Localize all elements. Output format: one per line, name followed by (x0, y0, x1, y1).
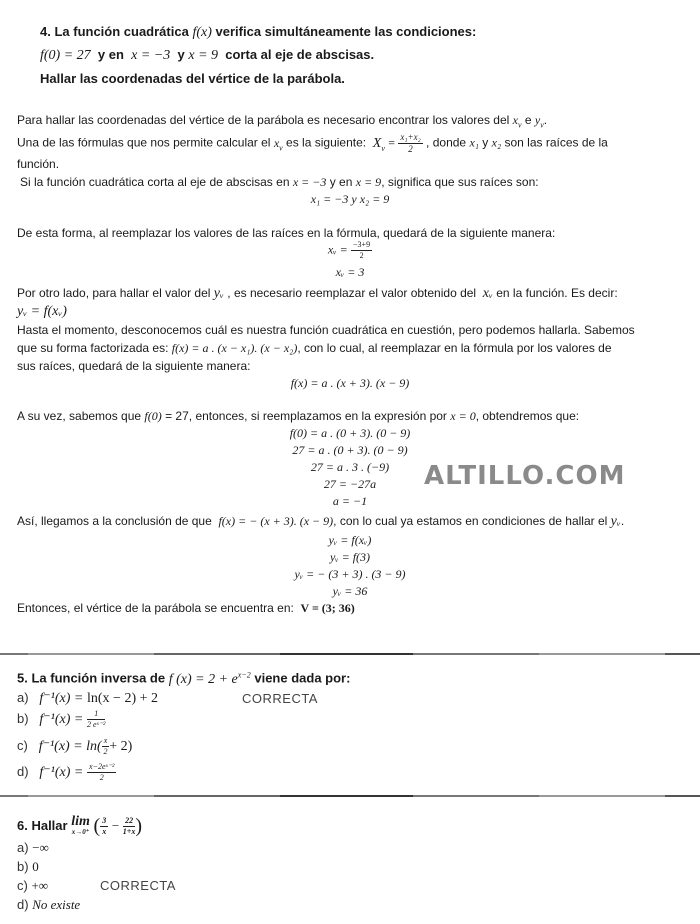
sol-p1-xv: x (512, 113, 518, 127)
altillo-watermark: ALTILLO.COM (424, 461, 626, 491)
sol-p2-mid: es la siguiente: (286, 135, 367, 150)
step-line: f(0) = a . (0 + 3). (0 − 9) (289, 426, 411, 440)
cond-post: corta al eje de abscisas. (225, 47, 375, 62)
xv-sub-num: −3+9 (353, 240, 371, 249)
option-lhs: f⁻¹(x) = (39, 711, 84, 727)
lim-text: lim (71, 814, 90, 829)
option-lhs: f⁻¹(x) = ln( (38, 738, 102, 754)
limit-operator (71, 815, 90, 836)
sol-p4: De esta forma, al reemplazar los valores de las raíces en la fórmula, quedará de la siguiente manera: (17, 226, 556, 240)
option-label: a) (17, 690, 29, 705)
q4-task: Hallar las coordenadas del vértice de la parábola. (40, 71, 345, 86)
separator (0, 653, 700, 655)
q4-title-fx: f(x) (192, 25, 212, 40)
q4-title-text: 4. La función cuadrática (40, 24, 189, 39)
option-label: c) (17, 737, 28, 753)
fraction-num: 22 (123, 817, 136, 827)
sol-p8-end: . (620, 514, 625, 528)
ystep-line: yᵥ = − (3 + 3) . (3 − 9) (294, 567, 406, 581)
sol-p6-line1: Hasta el momento, desconocemos cuál es nuestra función cuadrática en cuestión, pero podemos hallarla. Sabemos (17, 323, 635, 337)
step-line: 27 = −27a (323, 477, 377, 491)
option-label: b) (17, 859, 29, 874)
sol-p9-text: Entonces, el vértice de la parábola se encuentra en: (17, 601, 294, 615)
xv-substitution (0, 241, 700, 260)
sol-p5-xv: xᵥ (482, 286, 493, 301)
sol-p3-x1: x = −3 (292, 175, 327, 189)
sol-p2-eq: = (388, 135, 396, 150)
q4-conditions (40, 47, 374, 64)
minus-sign: − (111, 817, 120, 833)
option-lhs: f⁻¹(x) = (39, 764, 84, 780)
fraction-den: 2 eˣ⁻² (87, 720, 106, 729)
fraction-num: 3 (102, 816, 107, 825)
sol-p6-line3: sus raíces, quedará de la siguiente manera: (17, 359, 251, 373)
limit-fraction-1 (100, 817, 108, 836)
option-rhs: ln(x − 2) + 2 (87, 691, 159, 706)
q6-option-a (17, 840, 49, 856)
sol-p7 (17, 409, 579, 424)
sol-p2-text: Una de las fórmulas que nos permite calcular el (17, 135, 271, 150)
xv-sub-lhs: xᵥ = (327, 242, 348, 257)
sol-p5-mid: , es necesario reemplazar el valor obtenido del (227, 286, 477, 300)
fraction-den: x (102, 827, 107, 836)
sol-p2 (17, 133, 608, 154)
sol-p6-line2 (17, 341, 612, 356)
separator (0, 795, 700, 797)
q6-title: 6. Hallar lim x→0⁺ ( $\frac{3}{x}$ − $\frac{22}{1+x}$ ) (17, 814, 143, 837)
sol-p2-x1: x₁ (469, 135, 479, 150)
correct-mark: CORRECTA (242, 691, 318, 706)
sol-p1-end: . (543, 113, 548, 127)
option-fraction (87, 710, 105, 729)
option-lhs: f⁻¹(x) = (39, 691, 84, 706)
sol-p8-post: , con lo cual ya estamos en condiciones de hallar el (333, 514, 608, 528)
q4-title (40, 24, 476, 41)
q5-option-d (17, 763, 116, 782)
option-value: 0 (32, 859, 39, 874)
sol-p8 (17, 514, 624, 530)
sol-p3-post: , significa que sus raíces son: (381, 175, 539, 189)
sol-p1-yv-sub: v (540, 120, 544, 130)
factored-form-general: f(x) = a . (x − x₁). (x − x₂) (171, 341, 298, 355)
sol-p7-text: A su vez, sabemos que (17, 409, 142, 423)
option-label: c) (17, 878, 28, 893)
sol-p1-yv: y (534, 113, 541, 127)
q5-title-post: viene dada por: (254, 670, 351, 686)
option-value: No existe (32, 897, 81, 912)
sol-p2-end: son las raíces de la (504, 135, 608, 150)
sol-p7-f0: f(0) (144, 409, 162, 423)
cond-y: y (177, 47, 185, 62)
fraction-den: 1+x (122, 827, 136, 836)
sol-p1-e: e (524, 113, 532, 127)
option-value: +∞ (31, 878, 49, 893)
step-line: 27 = a . (0 + 3). (0 − 9) (292, 443, 408, 457)
xv-sub-fraction (351, 241, 372, 260)
option-label: d) (17, 897, 29, 912)
q4-title-post: verifica simultáneamente las condiciones: (215, 24, 477, 39)
roots-equation: x₁ = −3 y x₂ = 9 (310, 192, 390, 206)
sol-p2-xv: x (273, 135, 280, 150)
sol-p6-l2-text: que su forma factorizada es: (17, 341, 169, 355)
sol-p7-eq: = 27, entonces, si reemplazamos en la expresión por (165, 409, 447, 423)
fraction-num: 1 (87, 710, 105, 720)
q5-title-sup: x−2 (237, 670, 251, 679)
sol-p3-text: Si la función cuadrática corta al eje de abscisas en (20, 175, 290, 189)
sol-p1-text: Para hallar las coordenadas del vértice de la parábola es necesario encontrar los valores del (17, 113, 510, 127)
sol-p5-text: Por otro lado, para hallar el valor del (17, 286, 211, 300)
sol-p9 (17, 601, 355, 616)
cond-x1: x = −3 (131, 48, 171, 63)
option-fraction (87, 763, 116, 782)
q5-title (17, 670, 350, 688)
q5-title-text: 5. La función inversa de (17, 670, 166, 686)
sol-p2-post: , donde (426, 135, 467, 150)
yv-definition: yᵥ = f(xᵥ) (17, 304, 67, 319)
sol-p2-x2: x₂ (491, 135, 502, 150)
sol-p8-yv: yᵥ (610, 514, 621, 529)
option-label: a) (17, 840, 29, 855)
sol-p2-xv-sub: v (279, 143, 283, 153)
step-line: 27 = a . 3 . (−9) (310, 460, 390, 474)
factored-form-roots: f(x) = a . (x + 3). (x − 9) (290, 376, 410, 390)
sol-p2-line2: función. (17, 157, 60, 171)
cond-x2: x = 9 (188, 48, 219, 63)
step-line: a = −1 (332, 494, 368, 508)
fraction-num: x−2eˣ⁻² (89, 762, 115, 771)
ystep-line: yᵥ = f(3) (329, 550, 371, 564)
sol-p7-x0: x = 0 (450, 409, 476, 423)
xv-formula-fraction (398, 133, 422, 154)
vertex-answer: V = (3; 36) (300, 601, 355, 615)
sol-p3-yen: y en (329, 175, 353, 189)
sol-p7-post: , obtendremos que: (475, 409, 580, 423)
sol-p5-yv: yᵥ (213, 286, 224, 301)
xv-sub-den: 2 (359, 251, 364, 260)
xv-formula-num: x₁+x₂ (400, 132, 421, 142)
sol-p5 (17, 286, 618, 302)
q5-option-c (17, 737, 132, 756)
sol-p5-post: en la función. Es decir: (496, 286, 618, 300)
final-function: f(x) = − (x + 3). (x − 9) (218, 514, 334, 528)
q6-option-d (17, 897, 80, 913)
sol-p1 (17, 113, 547, 129)
q5-title-fx: f (x) = 2 + e (168, 671, 238, 687)
q6-option-b (17, 859, 39, 875)
q6-title-text: 6. Hallar (17, 817, 68, 833)
sol-p8-text: Así, llegamos a la conclusión de que (17, 514, 212, 528)
sol-p3 (20, 175, 539, 190)
fraction-num: x (103, 736, 108, 745)
ystep-line: yᵥ = 36 (332, 584, 368, 598)
sol-p3-x2: x = 9 (355, 175, 382, 189)
xv-result: xᵥ = 3 (335, 265, 365, 279)
ystep-line: yᵥ = f(xᵥ) (328, 533, 372, 547)
option-label: d) (17, 763, 29, 779)
option-label: b) (17, 710, 29, 726)
q6-option-c (17, 878, 48, 894)
fraction-den: 2 (99, 773, 104, 782)
option-rhs: + 2) (109, 738, 133, 754)
option-value: −∞ (32, 840, 49, 855)
correct-mark: CORRECTA (100, 878, 176, 893)
lim-subscript: x→0⁺ (71, 828, 90, 836)
q5-option-a (17, 690, 158, 707)
cond-yen: y en (97, 47, 124, 62)
sol-p6-l2-post: , con lo cual, al reemplazar en la fórmula por los valores de (297, 341, 612, 355)
q5-option-b (17, 710, 105, 729)
sol-p2-y: y (482, 135, 489, 150)
sol-p2-Xv-sub: v (381, 143, 385, 153)
xv-formula-den: 2 (408, 144, 413, 154)
sol-p2-Xv: X (372, 135, 382, 151)
limit-fraction-2 (123, 817, 136, 836)
fraction-den: 2 (103, 747, 108, 756)
cond-f0: f(0) = 27 (40, 48, 91, 63)
sol-p1-xv-sub: v (517, 120, 522, 130)
